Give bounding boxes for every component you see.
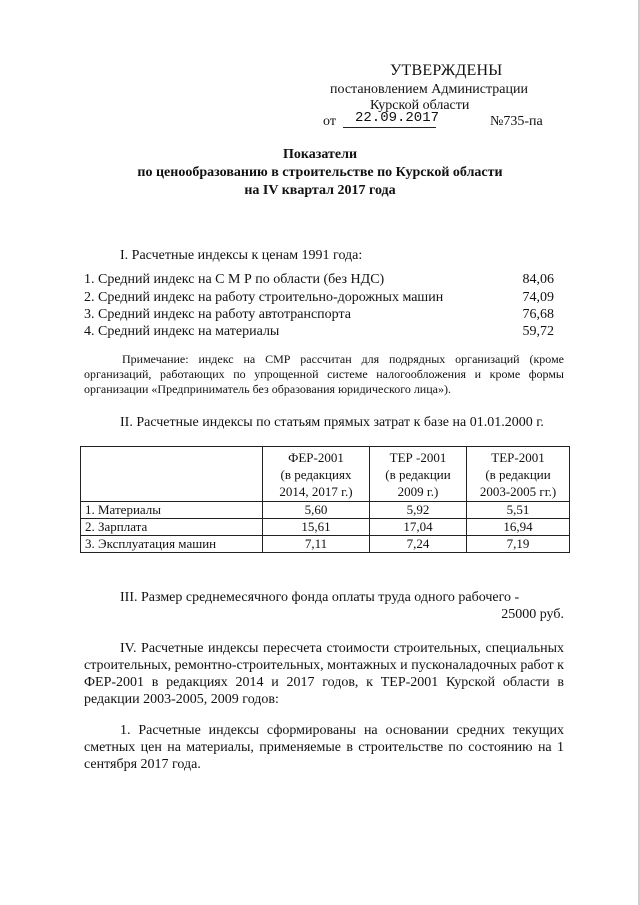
section-3-amount: 25000 руб. (501, 607, 564, 622)
approval-from-label: от (323, 114, 336, 129)
doc-subtitle-1: по ценообразованию в строительстве по Курской области (137, 165, 503, 180)
table-cell: 7,11 (263, 536, 370, 553)
index-label: 3. Средний индекс на работу автотранспорта (84, 307, 351, 322)
table-row (81, 536, 570, 553)
index-row (84, 272, 554, 290)
approval-date-underline (343, 127, 436, 128)
index-label: 1. Средний индекс на С М Р по области (без НДС) (84, 272, 385, 287)
doc-title: Показатели (282, 147, 358, 162)
section-2-heading: II. Расчетные индексы по статьям прямых затрат к базе на 01.01.2000 г. (120, 415, 544, 430)
row-label: 2. Зарплата (81, 519, 263, 536)
index-row (84, 324, 554, 342)
approval-title: УТВЕРЖДЕНЫ (390, 62, 503, 79)
table-cell: 15,61 (263, 519, 370, 536)
table-cell: 5,60 (263, 502, 370, 519)
doc-subtitle-2: на IV квартал 2017 года (244, 183, 396, 198)
table-header-cell: ФЕР-2001 (в редакциях 2014, 2017 г.) (263, 447, 370, 502)
index-label: 2. Средний индекс на работу строительно-дорожных машин (84, 290, 444, 305)
row-label: 3. Эксплуатация машин (81, 536, 263, 553)
approval-line-2: Курской области (370, 98, 470, 113)
section-3-text: III. Размер среднемесячного фонда оплаты труда одного рабочего - (120, 590, 520, 605)
section-1-heading: I. Расчетные индексы к ценам 1991 года: (120, 248, 363, 263)
approval-line-1: постановлением Администрации (330, 82, 528, 97)
index-row (84, 307, 554, 325)
table-header-empty (81, 447, 263, 502)
index-value: 59,72 (522, 324, 554, 339)
table-cell: 7,19 (467, 536, 570, 553)
indices-table (80, 446, 570, 553)
section-4-item-1: 1. Расчетные индексы сформированы на основании средних текущих сметных цен на материалы, применяемые в строительстве по состоянию на 1 сентября 2017 года. (84, 723, 564, 772)
index-value: 74,09 (522, 290, 554, 305)
index-value: 76,68 (522, 307, 554, 322)
table-cell: 16,94 (467, 519, 570, 536)
index-row (84, 290, 554, 308)
table-row (81, 519, 570, 536)
row-label: 1. Материалы (81, 502, 263, 519)
table-cell: 5,92 (369, 502, 466, 519)
table-cell: 5,51 (467, 502, 570, 519)
section-4-text: IV. Расчетные индексы пересчета стоимости строительных, специальных строительных, ремонтно-строительных, монтажных и пусконаладочных работ к ФЕР-2001 в редакциях 2014 и 2017 годов, к ТЕР-2001 Курской области в редакции 2003-2005, 2009 годов: (84, 641, 564, 707)
approval-number: №735-па (490, 114, 543, 129)
table-cell: 7,24 (369, 536, 466, 553)
table-cell: 17,04 (369, 519, 466, 536)
section-1-note: Примечание: индекс на СМР рассчитан для подрядных организаций (кроме организаций, работающих по упрощенной системе налогообложения и кроме формы организации «Предприниматель без образования юридического лица»). (84, 352, 564, 396)
table-row (81, 502, 570, 519)
table-header-row (81, 447, 570, 502)
table-header-cell: ТЕР-2001 (в редакции 2003-2005 гг.) (467, 447, 570, 502)
index-value: 84,06 (522, 272, 554, 287)
index-label: 4. Средний индекс на материалы (84, 324, 280, 339)
table-header-cell: ТЕР -2001 (в редакции 2009 г.) (369, 447, 466, 502)
approval-date: 22.09.2017 (355, 110, 440, 126)
